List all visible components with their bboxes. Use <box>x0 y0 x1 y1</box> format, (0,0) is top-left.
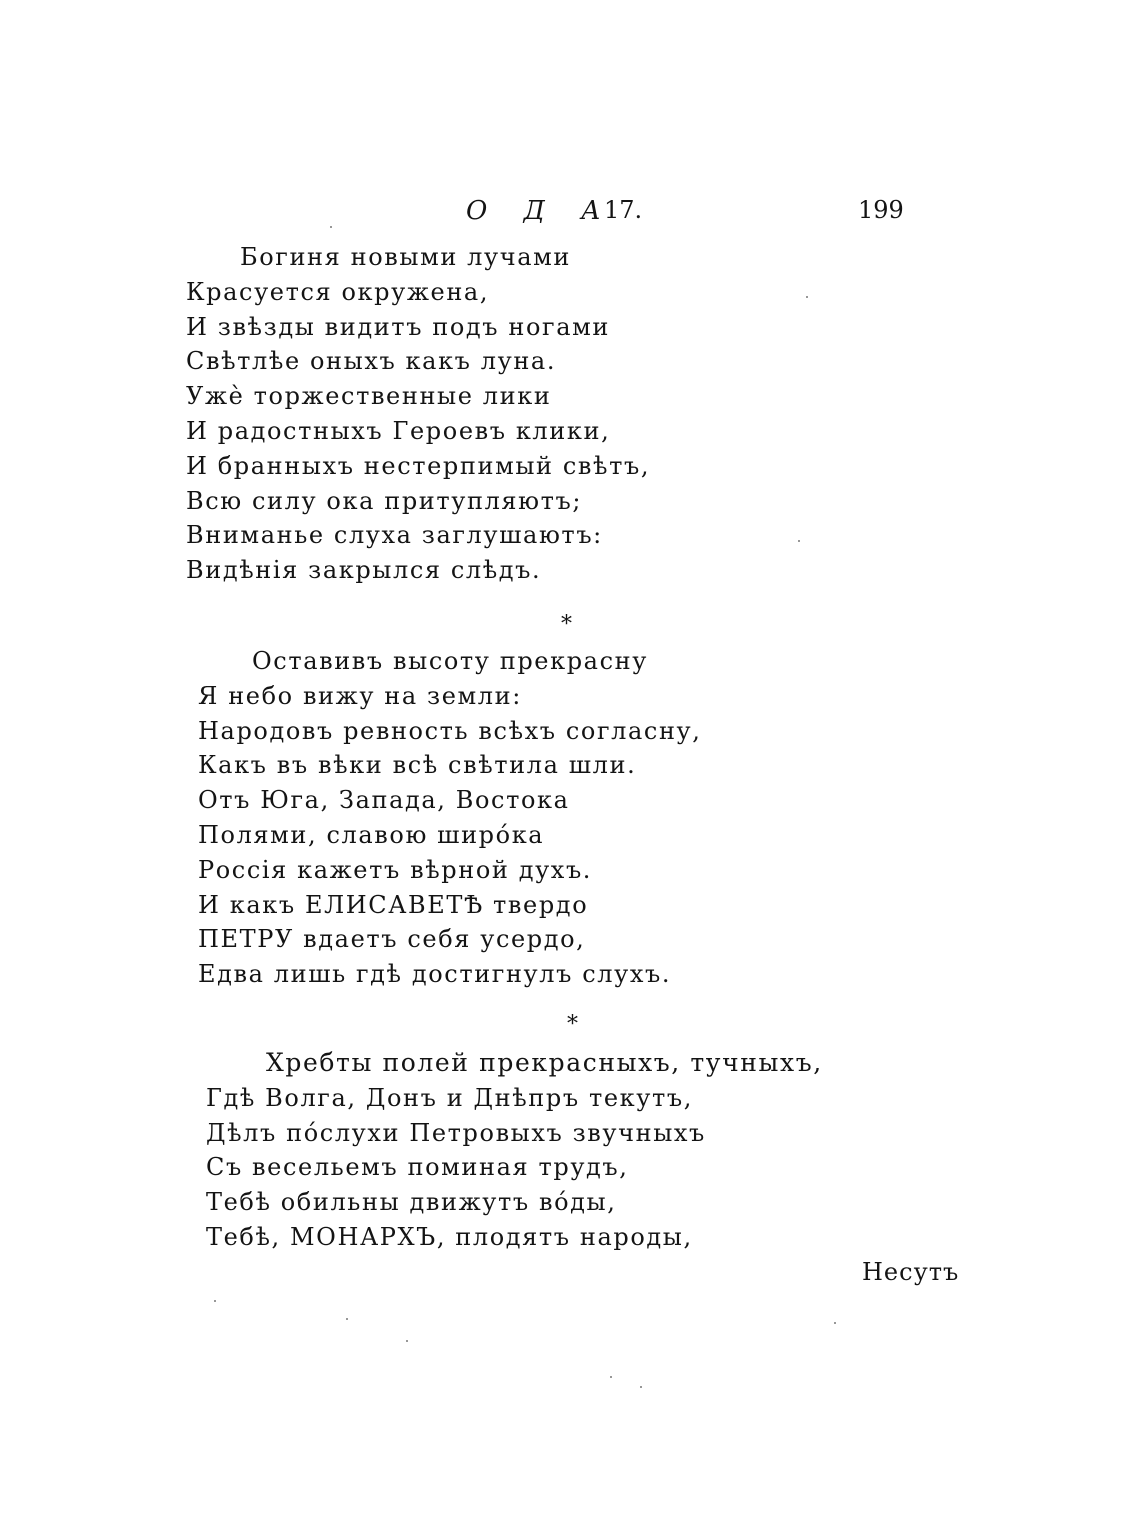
verse-line: Тебѣ, МОНАРХЪ, плодятъ народы, <box>206 1222 693 1251</box>
verse-line: И бранныхъ нестерпимый свѣтъ, <box>186 451 651 480</box>
running-head-title: О Д А <box>466 196 615 226</box>
scan-speck <box>806 296 808 298</box>
verse-line: Гдѣ Волга, Донъ и Днѣпръ текутъ, <box>206 1083 693 1112</box>
scan-speck <box>406 1340 408 1342</box>
verse-line: Красуется окружена, <box>186 277 490 306</box>
verse-line: И звѣзды видитъ подъ ногами <box>186 312 611 341</box>
verse-line: Хребты полей прекрасныхъ, тучныхъ, <box>266 1048 823 1077</box>
scan-speck <box>610 1376 612 1378</box>
verse-line: Богиня новыми лучами <box>240 243 571 271</box>
scan-speck <box>346 1318 348 1320</box>
verse-line: Россія кажетъ вѣрной духъ. <box>198 855 593 884</box>
verse-line: Едва лишь гдѣ достигнулъ слухъ. <box>198 960 672 989</box>
verse-line: Народовъ ревность всѣхъ согласну, <box>198 716 702 745</box>
verse-line: И какъ ЕЛИСАВЕТѢ твердо <box>198 890 589 919</box>
scan-speck <box>214 1300 216 1302</box>
verse-line: Тебѣ обильны движутъ во́ды, <box>206 1188 617 1217</box>
verse-line: Вниманье слуха заглушаютъ: <box>186 521 603 550</box>
verse-line: Съ весельемъ поминая трудъ, <box>206 1153 629 1182</box>
verse-line: Отъ Юга, Запада, Востока <box>198 786 570 815</box>
stanza-divider-asterisk: * <box>561 612 572 637</box>
verse-line: Оставивъ высоту прекрасну <box>252 647 648 675</box>
scan-speck <box>640 1386 642 1388</box>
verse-line: Я небо вижу на земли: <box>198 681 522 710</box>
stanza-divider-asterisk: * <box>567 1012 578 1037</box>
scan-speck <box>798 540 800 542</box>
page-number: 199 <box>858 196 904 224</box>
verse-line: Какъ въ вѣки всѣ свѣтила шли. <box>198 751 637 780</box>
verse-line: Свѣтлѣе оныхъ какъ луна. <box>186 347 557 376</box>
stanza-2 <box>198 644 702 992</box>
scan-speck <box>834 1322 836 1324</box>
catchword: Несутъ <box>862 1258 960 1286</box>
scan-speck <box>330 226 332 228</box>
running-head-ode-number: 17. <box>604 196 643 224</box>
verse-line: И радостныхъ Героевъ клики, <box>186 416 611 445</box>
stanza-3 <box>206 1046 823 1255</box>
stanza-1 <box>186 240 650 588</box>
verse-line: Всю силу ока притупляютъ; <box>186 486 583 515</box>
verse-line: ПЕТРУ вдаетъ себя усердо, <box>198 925 586 954</box>
verse-line: Полями, славою широ́ка <box>198 820 545 849</box>
verse-line: Ужѐ торжественные лики <box>186 382 552 411</box>
verse-line: Видѣнія закрылся слѣдъ. <box>186 556 542 585</box>
verse-line: Дѣлъ по́слухи Петровыхъ звучныхъ <box>206 1118 706 1147</box>
